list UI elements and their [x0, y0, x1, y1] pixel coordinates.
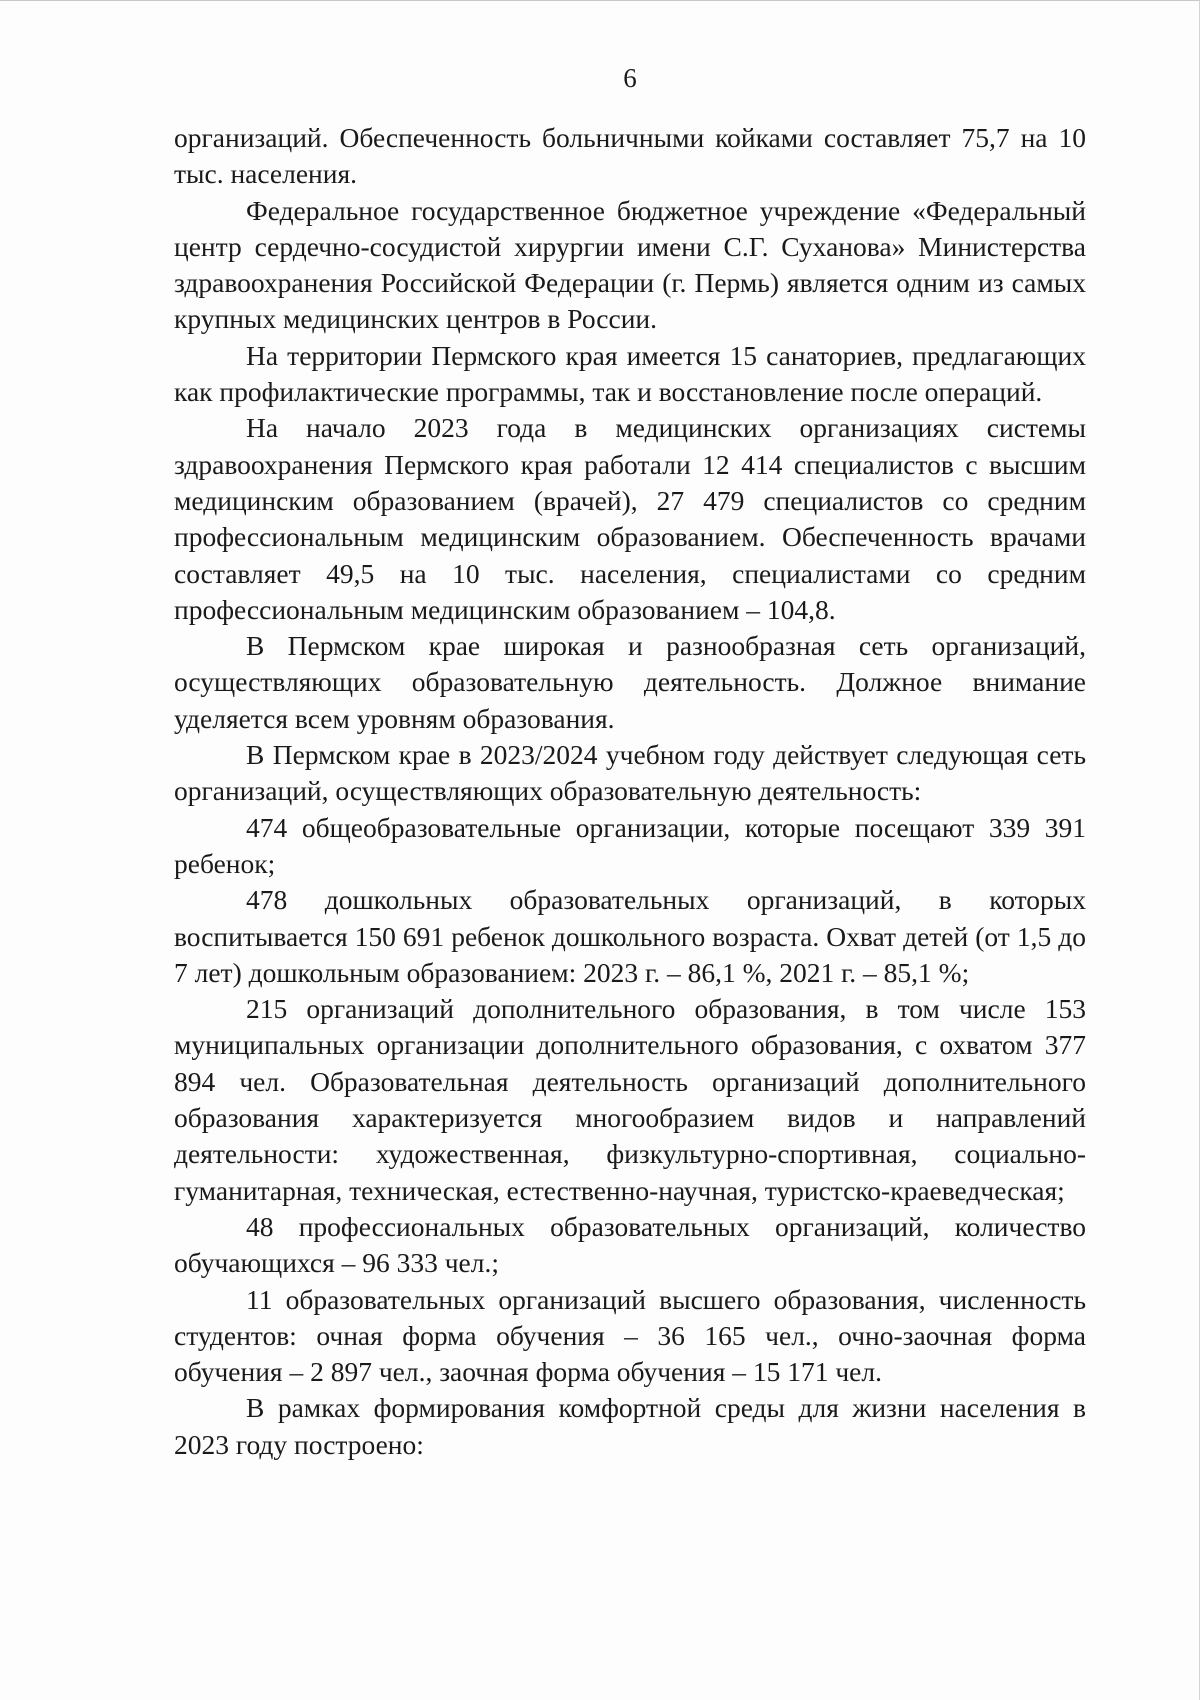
- page-number: 6: [623, 63, 637, 93]
- paragraph-hospital-beds: организаций. Обеспеченность больничными койками составляет 75,7 на 10 тыс. населения.: [174, 122, 1086, 190]
- paragraph-comfortable-environment: В рамках формирования комфортной среды для жизни населения в 2023 году построено:: [174, 1392, 1086, 1460]
- paragraph-education-year: В Пермском крае в 2023/2024 учебном году действует следующая сеть организаций, осуществляющих образовательную деятельность:: [174, 739, 1086, 807]
- paragraph-higher-education: 11 образовательных организаций высшего образования, численность студентов: очная форма обучения – 36 165 чел., очно-заочная форма обучения – 2 897 чел., заочная форма обучения – 15 171 чел.: [174, 1283, 1086, 1388]
- paragraph-additional-education: 215 организаций дополнительного образования, в том числе 153 муниципальных организации дополнительного образования, с охватом 377 894 чел. Образовательная деятельность организаций дополнительного образования характеризуется многообразием видов и направлений деятельности: художественная, физкультурно-спортивная, социально-гуманитарная, техническая, естественно-научная, туристско-краеведческая;: [174, 993, 1086, 1206]
- paragraph-preschools: 478 дошкольных образовательных организаций, в которых воспитывается 150 691 ребенок дошкольного возраста. Охват детей (от 1,5 до 7 лет) дошкольным образованием: 2023 г. – 86,1 %, 2021 г. – 85,1 %;: [174, 884, 1086, 988]
- paragraph-general-schools: 474 общеобразовательные организации, которые посещают 339 391 ребенок;: [174, 811, 1086, 879]
- paragraph-cardio-center: Федеральное государственное бюджетное учреждение «Федеральный центр сердечно-сосудистой хирургии имени С.Г. Суханова» Министерства здравоохранения Российской Федерации (г. Пермь) является одним из самых крупных медицинских центров в России.: [174, 194, 1086, 335]
- document-body: [174, 120, 1086, 1463]
- paragraph-medical-staff: На начало 2023 года в медицинских организациях системы здравоохранения Пермского края работали 12 414 специалистов с высшим медицинским образованием (врачей), 27 479 специалистов со средним профессиональным медицинским образованием. Обеспеченность врачами составляет 49,5 на 10 тыс. населения, специалистами со средним профессиональным медицинским образованием – 104,8.: [174, 412, 1086, 625]
- paragraph-sanatoriums: На территории Пермского края имеется 15 санаториев, предлагающих как профилактические программы, так и восстановление после операций.: [174, 339, 1086, 408]
- paragraph-education-network: В Пермском крае широкая и разнообразная сеть организаций, осуществляющих образовательную деятельность. Должное внимание уделяется всем уровням образования.: [174, 630, 1086, 734]
- paragraph-professional-education: 48 профессиональных образовательных организаций, количество обучающихся – 96 333 чел.;: [174, 1210, 1086, 1279]
